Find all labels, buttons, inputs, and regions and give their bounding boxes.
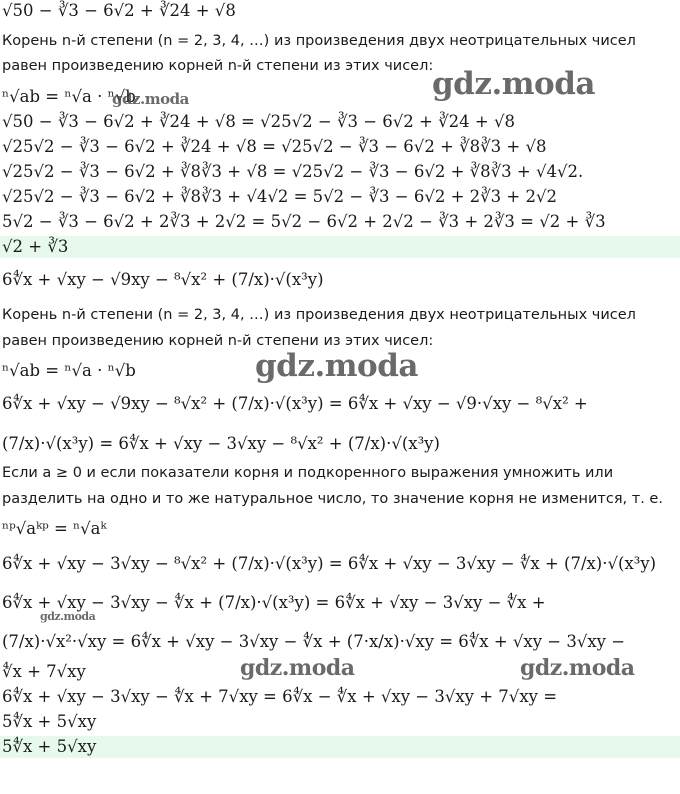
watermark: gdz.moda — [40, 610, 96, 623]
explanation-text: Корень n-й степени (n = 2, 3, 4, …) из произведения двух неотрицательных чисел — [2, 33, 636, 49]
math-line: (7/x)·√(x³y) = 6∜x + √xy − 3√xy − ⁸√x² + (7/x)·√(x³y) — [2, 434, 440, 453]
answer-line: 5∜x + 5√xy — [0, 736, 680, 758]
explanation-text: разделить на одно и то же натуральное число, то значение корня не изменится, т. е. — [2, 491, 663, 507]
answer-line: √2 + ∛3 — [0, 236, 680, 258]
explanation-text: Корень n-й степени (n = 2, 3, 4, …) из произведения двух неотрицательных чисел — [2, 307, 636, 323]
math-line: √25√2 − ∛3 − 6√2 + ∛8∛3 + √4√2 = 5√2 − ∛3 − 6√2 + 2∛3 + 2√2 — [2, 187, 557, 206]
math-line: 6∜x + √xy − 3√xy − ∜x + 7√xy = 6∜x − ∜x + √xy − 3√xy + 7√xy = — [2, 687, 558, 706]
watermark: gdz.moda — [255, 348, 418, 384]
math-line: (7/x)·√x²·√xy = 6∜x + √xy − 3√xy − ∜x + (7·x/x)·√xy = 6∜x + √xy − 3√xy − — [2, 632, 626, 651]
watermark: gdz.moda — [112, 90, 189, 108]
watermark: gdz.moda — [240, 655, 355, 681]
explanation-text: равен произведению корней n-й степени из этих чисел: — [2, 333, 434, 349]
math-line: 6∜x + √xy − √9xy − ⁸√x² + (7/x)·√(x³y) = 6∜x + √xy − √9·√xy − ⁸√x² + — [2, 394, 588, 413]
math-line: 6∜x + √xy − √9xy − ⁸√x² + (7/x)·√(x³y) — [2, 270, 324, 289]
math-line: √50 − ∛3 − 6√2 + ∛24 + √8 — [2, 1, 236, 20]
math-line: √25√2 − ∛3 − 6√2 + ∛24 + √8 = √25√2 − ∛3 − 6√2 + ∛8∛3 + √8 — [2, 137, 547, 156]
explanation-text: равен произведению корней n-й степени из этих чисел: — [2, 58, 434, 74]
math-line: 5√2 − ∛3 − 6√2 + 2∛3 + 2√2 = 5√2 − 6√2 + 2√2 − ∛3 + 2∛3 = √2 + ∛3 — [2, 212, 606, 231]
math-line: ⁿᵖ√aᵏᵖ = ⁿ√aᵏ — [2, 519, 107, 538]
math-line: 5∜x + 5√xy — [2, 712, 97, 731]
math-line: 6∜x + √xy − 3√xy − ∜x + (7/x)·√(x³y) = 6∜x + √xy − 3√xy − ∜x + — [2, 593, 546, 612]
explanation-text: Если a ≥ 0 и если показатели корня и подкоренного выражения умножить или — [2, 465, 614, 481]
math-line: √50 − ∛3 − 6√2 + ∛24 + √8 = √25√2 − ∛3 − 6√2 + ∛24 + √8 — [2, 112, 515, 131]
math-line: √25√2 − ∛3 − 6√2 + ∛8∛3 + √8 = √25√2 − ∛3 − 6√2 + ∛8∛3 + √4√2. — [2, 162, 584, 181]
watermark: gdz.moda — [432, 66, 595, 102]
math-line: ⁿ√ab = ⁿ√a · ⁿ√b — [2, 87, 136, 106]
watermark: gdz.moda — [520, 655, 635, 681]
math-line: 6∜x + √xy − 3√xy − ⁸√x² + (7/x)·√(x³y) = 6∜x + √xy − 3√xy − ∜x + (7/x)·√(x³y) — [2, 554, 657, 573]
math-line: ⁿ√ab = ⁿ√a · ⁿ√b — [2, 361, 136, 380]
math-line: ∜x + 7√xy — [2, 662, 86, 681]
